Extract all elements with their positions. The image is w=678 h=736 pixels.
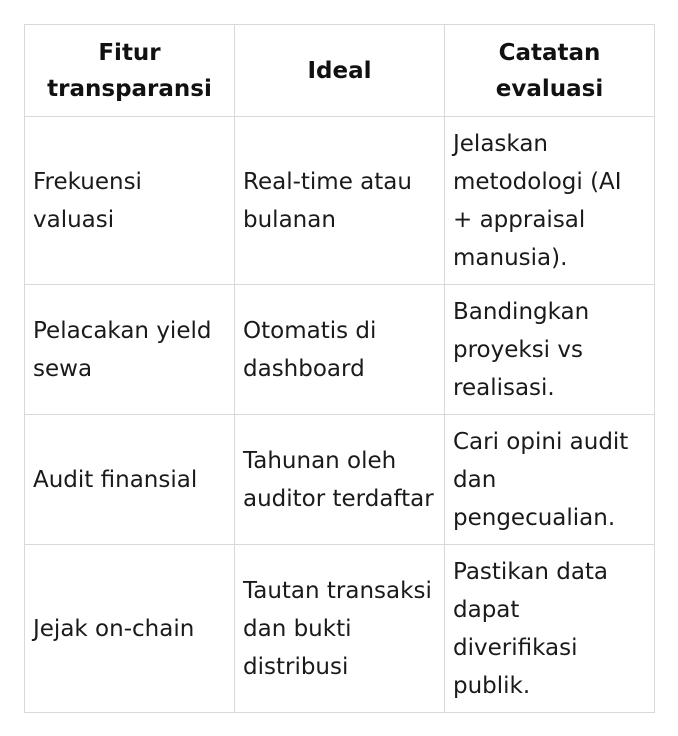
table-cell: Pastikan data dapat diverifikasi publik. bbox=[445, 545, 655, 713]
transparency-table bbox=[24, 24, 655, 713]
table-cell: Jejak on-chain bbox=[25, 545, 235, 713]
table-cell: Tahunan oleh auditor terdaftar bbox=[235, 415, 445, 545]
table-cell: Real-time atau bulanan bbox=[235, 117, 445, 285]
table-row bbox=[25, 285, 655, 415]
table-header-row bbox=[25, 25, 655, 117]
header-catatan-evaluasi: Catatan evaluasi bbox=[445, 25, 655, 117]
table-cell: Frekuensi valuasi bbox=[25, 117, 235, 285]
table-cell: Cari opini audit dan pengecualian. bbox=[445, 415, 655, 545]
table-cell: Bandingkan proyeksi vs realisasi. bbox=[445, 285, 655, 415]
table-row bbox=[25, 117, 655, 285]
table-cell: Jelaskan metodologi (AI + appraisal manusia). bbox=[445, 117, 655, 285]
table-row bbox=[25, 415, 655, 545]
table-cell: Audit finansial bbox=[25, 415, 235, 545]
table-cell: Otomatis di dashboard bbox=[235, 285, 445, 415]
table-cell: Tautan transaksi dan bukti distribusi bbox=[235, 545, 445, 713]
table-row bbox=[25, 545, 655, 713]
table-cell: Pelacakan yield sewa bbox=[25, 285, 235, 415]
header-fitur-transparansi: Fitur transparansi bbox=[25, 25, 235, 117]
header-ideal: Ideal bbox=[235, 25, 445, 117]
